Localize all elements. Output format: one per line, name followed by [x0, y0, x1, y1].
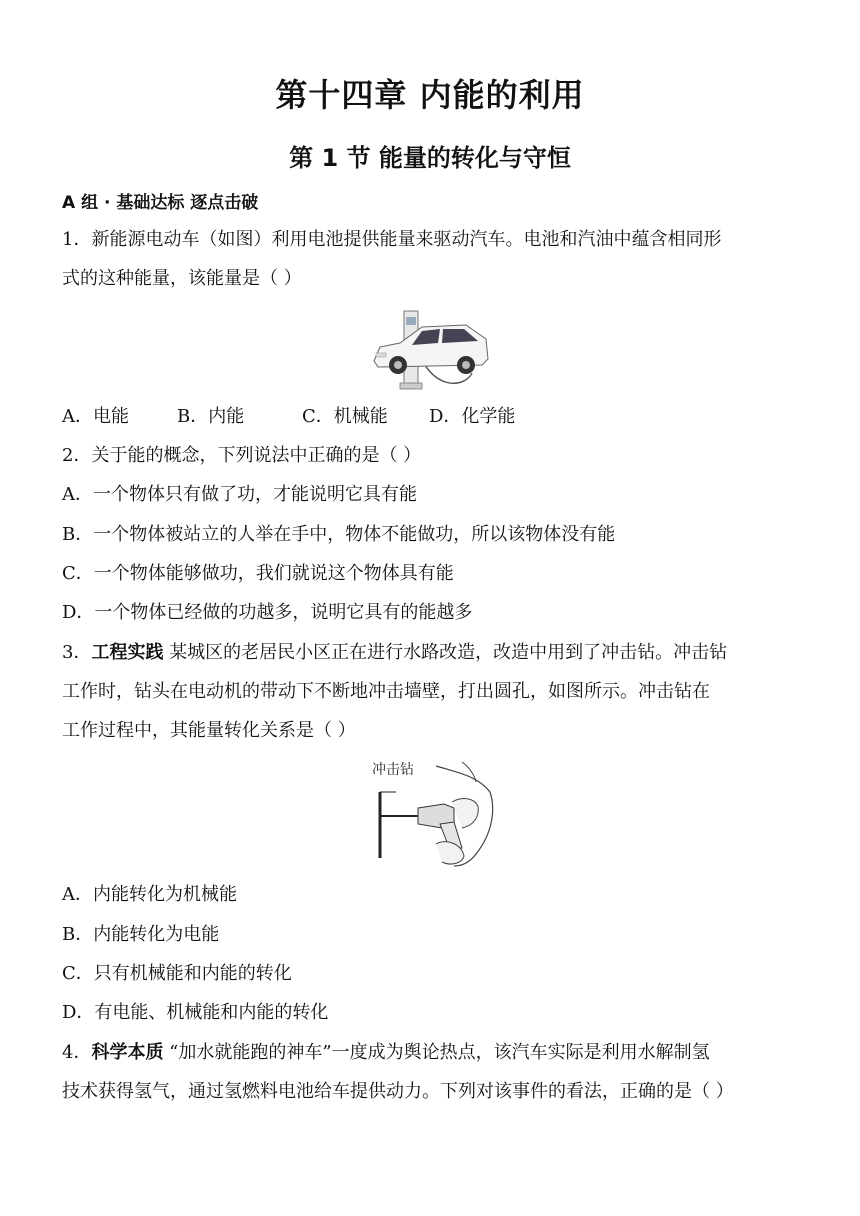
q1-stem-line2: 式的这种能量，该能量是（ ） [62, 268, 302, 289]
drill-figure-label: 冲击钻 [372, 762, 414, 778]
q1-option-a[interactable]: A．电能 [62, 406, 129, 427]
electric-car-charging-image [370, 303, 490, 393]
impact-drill-image [366, 758, 498, 870]
q1-option-b[interactable]: B．内能 [177, 406, 245, 427]
q4-tag: 科学本质 [91, 1042, 164, 1063]
q1-options [62, 408, 515, 426]
q3-option-d[interactable]: D．有电能、机械能和内能的转化 [62, 1002, 329, 1023]
q2-stem: 2．关于能的概念，下列说法中正确的是（ ） [62, 445, 422, 466]
q2-option-b[interactable]: B．一个物体被站立的人举在手中，物体不能做功，所以该物体没有能 [62, 524, 616, 545]
q3-tag: 工程实践 [91, 642, 164, 663]
q2-option-a[interactable]: A．一个物体只有做了功，才能说明它具有能 [62, 484, 417, 505]
q4-stem-line1 [62, 1044, 710, 1062]
section-title: 第 1 节 能量的转化与守恒 [289, 144, 571, 172]
q2-option-d[interactable]: D．一个物体已经做的功越多，说明它具有的能越多 [62, 602, 473, 623]
q1-stem-line1: 1．新能源电动车（如图）利用电池提供能量来驱动汽车。电池和汽油中蕴含相同形 [62, 229, 722, 250]
q1-option-c[interactable]: C．机械能 [302, 406, 388, 427]
q3-stem-line3: 工作过程中，其能量转化关系是（ ） [62, 720, 356, 741]
q3-stem-text: 某城区的老居民小区正在进行水路改造，改造中用到了冲击钻。冲击钻 [163, 642, 728, 663]
group-heading: A 组 · 基础达标 逐点击破 [62, 193, 259, 213]
q3-option-b[interactable]: B．内能转化为电能 [62, 924, 220, 945]
q3-stem-line2: 工作时，钻头在电动机的带动下不断地冲击墙壁，打出圆孔，如图所示。冲击钻在 [62, 681, 710, 702]
q3-number: 3． [62, 642, 92, 663]
q4-stem-text: “加水就能跑的神车”一度成为舆论热点，该汽车实际是利用水解制氢 [163, 1042, 710, 1063]
q4-number: 4． [62, 1042, 92, 1063]
q3-option-a[interactable]: A．内能转化为机械能 [62, 884, 237, 905]
q2-option-c[interactable]: C．一个物体能够做功，我们就说这个物体具有能 [62, 563, 454, 584]
q3-option-c[interactable]: C．只有机械能和内能的转化 [62, 963, 292, 984]
q1-option-d[interactable]: D．化学能 [429, 406, 516, 427]
chapter-title: 第十四章 内能的利用 [275, 76, 585, 114]
q4-stem-line2: 技术获得氢气，通过氢燃料电池给车提供动力。下列对该事件的看法，正确的是（ ） [62, 1081, 734, 1102]
q3-stem-line1 [62, 644, 727, 662]
